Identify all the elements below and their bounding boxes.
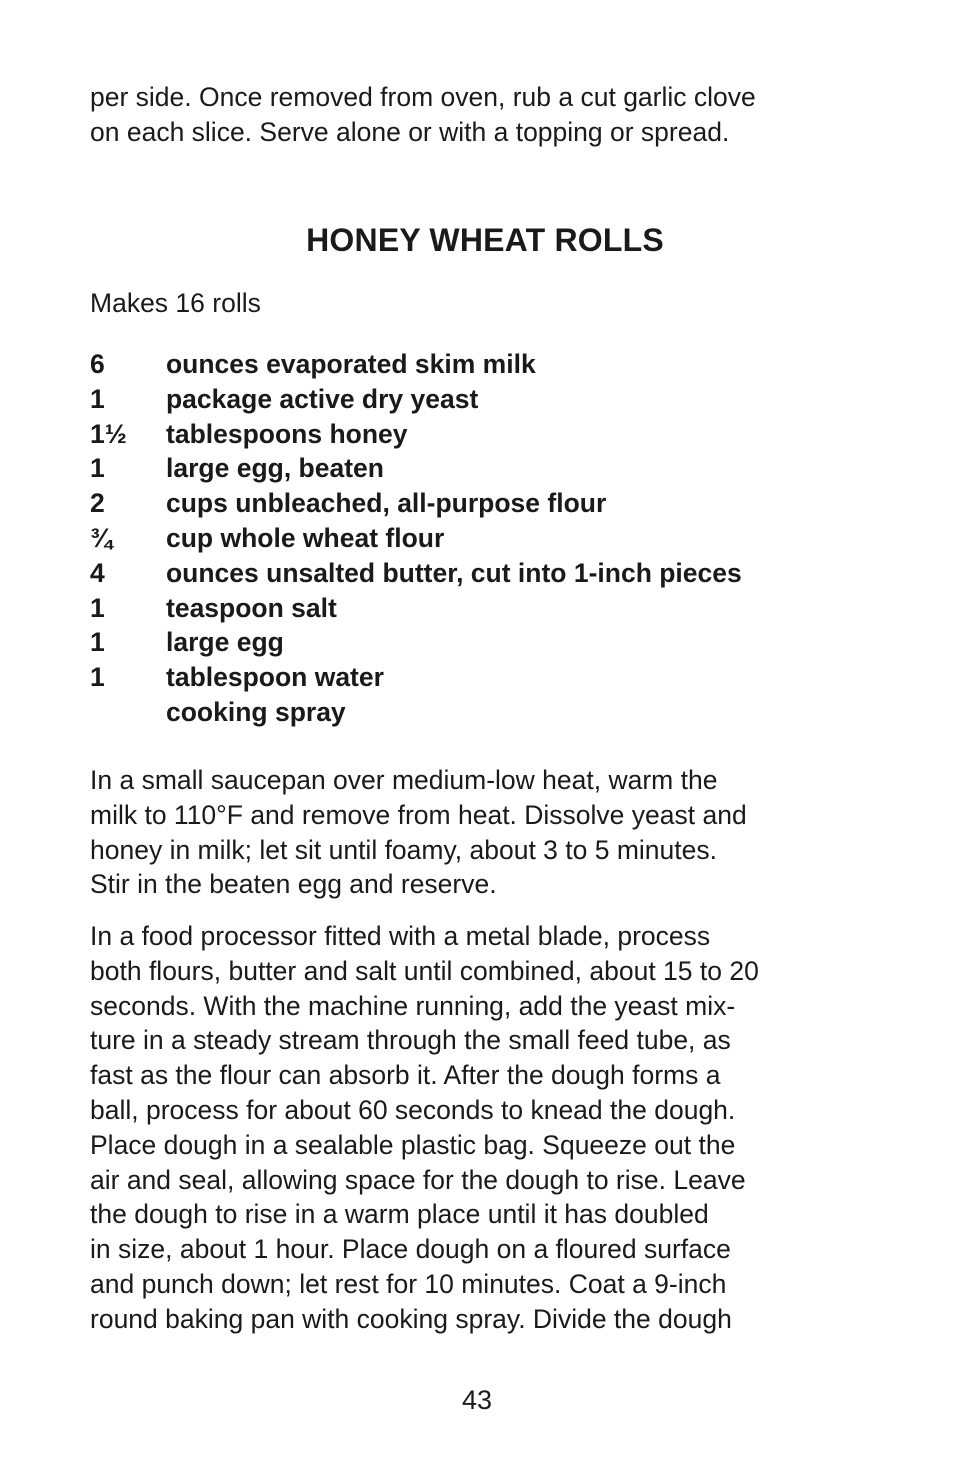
ingredient-item <box>90 591 880 626</box>
ingredient-item <box>90 417 880 452</box>
ingredient-text: cups unbleached, all-purpose flour <box>166 488 607 519</box>
ingredient-quantity: 1 <box>90 592 105 623</box>
recipe-yield: Makes 16 rolls <box>90 288 261 318</box>
ingredient-item <box>90 382 880 417</box>
ingredient-text: cooking spray <box>166 696 346 727</box>
recipe-title: HONEY WHEAT ROLLS <box>306 222 664 258</box>
ingredient-text: ounces unsalted butter, cut into 1-inch pieces <box>166 557 742 588</box>
ingredient-item <box>90 625 880 660</box>
ingredient-text: ounces evaporated skim milk <box>166 349 536 379</box>
ingredient-item <box>90 451 880 486</box>
ingredient-item <box>90 660 880 695</box>
ingredient-item <box>90 521 880 556</box>
ingredient-quantity <box>90 695 166 730</box>
ingredient-list <box>90 347 880 730</box>
ingredient-text: package active dry yeast <box>166 383 479 414</box>
ingredient-text: tablespoon water <box>166 662 384 693</box>
ingredient-quantity: 1 <box>90 383 105 414</box>
ingredient-item <box>90 486 880 521</box>
ingredient-quantity: 1 <box>90 627 105 658</box>
ingredient-quantity: 2 <box>90 488 105 519</box>
page-number: 43 <box>461 1385 493 1415</box>
ingredient-quantity: ¾ <box>90 522 113 553</box>
ingredient-item <box>90 556 880 591</box>
ingredient-text: cup whole wheat flour <box>166 522 445 553</box>
ingredient-item <box>90 695 880 730</box>
ingredient-text: large egg <box>166 627 284 658</box>
ingredient-quantity: 1 <box>90 662 105 693</box>
ingredient-quantity: 1 <box>90 453 105 484</box>
recipe-page <box>90 80 880 1334</box>
ingredient-quantity: 4 <box>90 557 105 588</box>
instruction-paragraph-2: In a food processor fitted with a metal blade, process both flours, butter and salt until combined, about 15 to 20 seconds. With the machine running, add the yeast mix- ture in a steady stream through the small feed tube, as fast as the flour can absorb it. After the dough forms a ball, process for about 60 seconds to knead the dough. Place dough in a sealable plastic bag. Squeeze out the air and seal, allowing space for the dough to rise. Leave the dough to rise in a warm place until it has doubled in size, about 1 hour. Place dough on a floured surface and punch down; let rest for 10 minutes. Coat a 9-inch round baking pan with cooking spray. Divide the dough <box>90 921 759 1334</box>
ingredient-text: tablespoons honey <box>166 418 408 449</box>
ingredient-text: large egg, beaten <box>166 453 384 484</box>
ingredient-quantity: 6 <box>90 349 105 379</box>
instruction-paragraph-1: In a small saucepan over medium-low heat, warm the milk to 110°F and remove from heat. Dissolve yeast and honey in milk; let sit until foamy, about 3 to 5 minutes. Stir in the beaten egg and reserve. <box>90 765 747 900</box>
ingredient-quantity: 1½ <box>90 418 127 449</box>
ingredient-item <box>90 347 880 382</box>
intro-paragraph: per side. Once removed from oven, rub a cut garlic clove on each slice. Serve alone or with a topping or spread. <box>90 82 756 147</box>
ingredient-text: teaspoon salt <box>166 592 337 623</box>
